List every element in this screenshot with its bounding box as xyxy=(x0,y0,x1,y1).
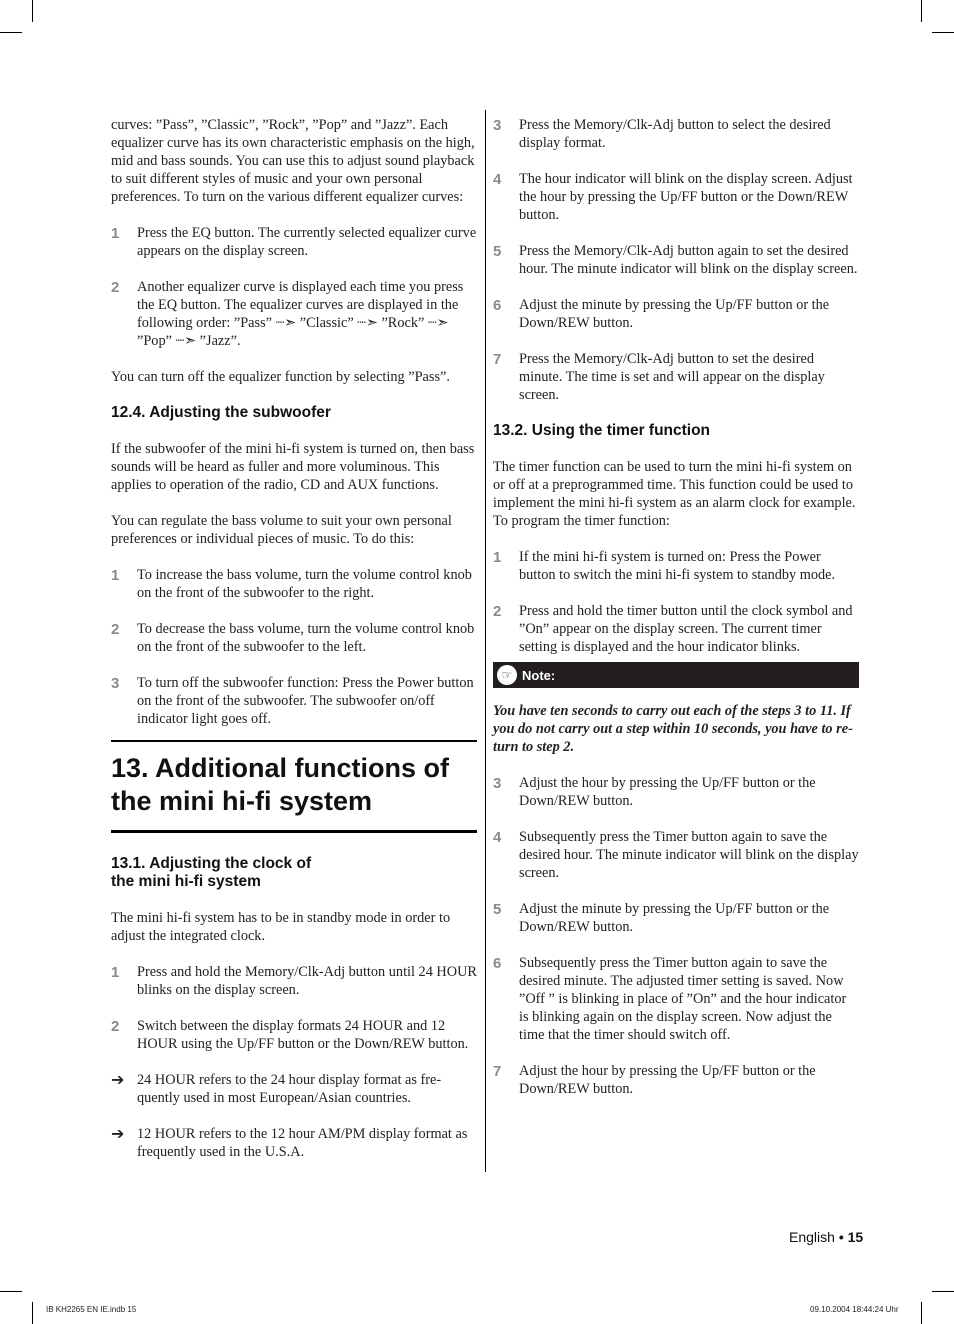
step-text: Subsequently press the Timer button again to save the desired hour. The minute indicator will blink on the display screen. xyxy=(519,829,859,881)
step-number: 6 xyxy=(493,955,502,972)
step-text: Press the EQ button. The currently selected equalizer curve appears on the display screen. xyxy=(137,225,477,259)
clock-paragraph: The mini hi-fi system has to be in standby mode in order to adjust the integrated clock. xyxy=(111,910,451,944)
list-item xyxy=(111,674,477,728)
step-text: To decrease the bass volume, turn the volume control knob on the front of the subwoofer to the left. xyxy=(137,621,475,655)
step-number: 4 xyxy=(493,171,502,188)
step-number: 2 xyxy=(111,621,120,638)
step-text: To turn off the subwoofer function: Press the Power button on the front of the subwoofer. The subwoofer on/off indicator light goes off. xyxy=(137,675,474,727)
column-divider xyxy=(485,110,486,1172)
left-column xyxy=(111,116,477,1179)
step-number: 2 xyxy=(493,603,502,620)
list-item xyxy=(111,224,477,260)
list-item xyxy=(493,828,859,882)
page-footer xyxy=(789,1229,863,1245)
section-heading-clock xyxy=(111,855,477,891)
note-text: You have ten seconds to carry out each of the steps 3 to 11. If you do not carry out a step within 10 seconds, you have to return to step 2. xyxy=(493,703,853,755)
list-item xyxy=(493,296,859,332)
step-number: 5 xyxy=(493,901,502,918)
imprint-date: 09.10.2004 18:44:24 Uhr xyxy=(810,1305,899,1314)
step-number: 2 xyxy=(111,1018,120,1035)
subwoofer-paragraph: You can regulate the bass volume to suit your own personal preferences or individual pieces of music. To do this: xyxy=(111,513,452,547)
page-number: 15 xyxy=(847,1229,864,1245)
timer-paragraph: The timer function can be used to turn the mini hi-fi system on or off at a preprogrammed time. This function could be used to implement the mini hi-fi system as an alarm clock for example. To program the timer function: xyxy=(493,459,856,529)
crop-mark xyxy=(932,1291,954,1292)
list-item xyxy=(493,954,859,1044)
crop-mark xyxy=(0,32,22,33)
footer-language: English xyxy=(789,1229,835,1245)
list-item xyxy=(493,548,859,584)
step-number: 1 xyxy=(111,567,120,584)
list-item xyxy=(493,242,859,278)
crop-mark xyxy=(32,1302,33,1324)
list-item xyxy=(111,1071,477,1107)
footer-bullet: • xyxy=(838,1229,844,1245)
step-text: To increase the bass volume, turn the volume control knob on the front of the subwoofer to the right. xyxy=(137,567,472,601)
subwoofer-paragraph: If the subwoofer of the mini hi-fi system is turned on, then bass sounds will be heard as fuller and more voluminous. This applies to operation of the radio, CD and AUX functions. xyxy=(111,441,475,493)
list-item xyxy=(493,116,859,152)
crop-mark xyxy=(932,32,954,33)
arrow-right-icon: ➔ xyxy=(111,1070,125,1089)
crop-mark xyxy=(32,0,33,22)
list-item xyxy=(493,170,859,224)
step-number: 2 xyxy=(111,279,120,296)
chapter-title-line: the mini hi-fi system xyxy=(111,786,373,816)
step-text: Press the Memory/Clk-Adj button again to set the desired hour. The minute indicator will blink on the display screen. xyxy=(519,243,858,277)
step-text: Press and hold the timer button until the clock symbol and ”On” appear on the display screen. The current timer setting is displayed and the hour indicator blinks. xyxy=(519,603,853,655)
heading-line: the mini hi-fi system xyxy=(111,873,261,890)
heading-line: 13.1. Adjusting the clock of xyxy=(111,855,312,872)
step-text: Adjust the hour by pressing the Up/FF button or the Down/REW button. xyxy=(519,1063,816,1097)
step-number: 1 xyxy=(111,225,120,242)
step-number: 7 xyxy=(493,351,502,368)
list-item xyxy=(111,566,477,602)
list-item xyxy=(493,602,859,656)
step-number: 3 xyxy=(493,775,502,792)
list-item xyxy=(493,350,859,404)
section-heading-timer: 13.2. Using the timer function xyxy=(493,422,711,439)
list-item xyxy=(111,278,477,350)
right-column xyxy=(493,116,859,1116)
note-label: Note: xyxy=(522,667,556,683)
step-text: If the mini hi-fi system is turned on: Press the Power button to switch the mini hi-fi system to standby mode. xyxy=(519,549,836,583)
crop-mark xyxy=(921,0,922,22)
list-item xyxy=(493,900,859,936)
step-text: Subsequently press the Timer button again to save the desired minute. The adjusted timer setting is saved. Now ”Off ” is blinking in place of ”On” and the hour indicator is blinking again on the display screen. Now adjust the time that the timer should switch off. xyxy=(519,955,847,1043)
arrow-right-icon: ➔ xyxy=(111,1124,125,1143)
bullet-text: 12 HOUR refers to the 12 hour AM/PM display format as frequently used in the U.S.A. xyxy=(137,1126,468,1160)
note-banner xyxy=(493,662,859,688)
step-text: Press the Memory/Clk-Adj button to select the desired display format. xyxy=(519,117,831,151)
list-item xyxy=(111,963,477,999)
step-number: 5 xyxy=(493,243,502,260)
step-text: Adjust the hour by pressing the Up/FF button or the Down/REW button. xyxy=(519,775,816,809)
step-text: Press and hold the Memory/Clk-Adj button until 24 HOUR blinks on the display screen. xyxy=(137,964,477,998)
step-text: Adjust the minute by pressing the Up/FF button or the Down/REW button. xyxy=(519,901,830,935)
equalizer-intro: curves: ”Pass”, ”Classic”, ”Rock”, ”Pop” and ”Jazz”. Each equalizer curve has its own characteristic emphasis on the high, mid and bass sounds. You can use this to adjust sound playback to suit different styles of music and your own personal preferences. To turn on the various different equalizer curves: xyxy=(111,117,475,205)
imprint-file: IB KH2265 EN IE.indb 15 xyxy=(46,1305,137,1314)
bullet-text: 24 HOUR refers to the 24 hour display format as frequently used in most European/Asian countries. xyxy=(137,1072,442,1106)
step-number: 7 xyxy=(493,1063,502,1080)
step-text: Press the Memory/Clk-Adj button to set the desired minute. The time is set and will appear on the display screen. xyxy=(519,351,825,403)
list-item xyxy=(111,1125,477,1161)
list-item xyxy=(111,620,477,656)
step-text: Adjust the minute by pressing the Up/FF button or the Down/REW button. xyxy=(519,297,830,331)
step-text: Another equalizer curve is displayed each time you press the EQ button. The equalizer curves are displayed in the following order: ”Pass” ┈➣ ”Classic” ┈➣ ”Rock” ┈➣ ”Pop” ┈➣ ”Jazz”. xyxy=(137,279,464,349)
crop-mark xyxy=(921,1302,922,1324)
step-number: 1 xyxy=(111,964,120,981)
step-number: 1 xyxy=(493,549,502,566)
step-number: 6 xyxy=(493,297,502,314)
list-item xyxy=(493,1062,859,1098)
equalizer-off-note: You can turn off the equalizer function by selecting ”Pass”. xyxy=(111,369,450,385)
step-number: 3 xyxy=(493,117,502,134)
step-number: 4 xyxy=(493,829,502,846)
list-item xyxy=(111,1017,477,1053)
step-number: 3 xyxy=(111,675,120,692)
chapter-heading xyxy=(111,740,477,833)
section-heading-subwoofer: 12.4. Adjusting the subwoofer xyxy=(111,404,331,421)
step-text: The hour indicator will blink on the display screen. Adjust the hour by pressing the Up/FF button or the Down/REW button. xyxy=(519,171,853,223)
list-item xyxy=(493,774,859,810)
step-text: Switch between the display formats 24 HOUR and 12 HOUR using the Up/FF button or the Down/REW button. xyxy=(137,1018,469,1052)
chapter-title-line: 13. Additional functions of xyxy=(111,753,449,783)
pointing-hand-icon: ☞ xyxy=(497,665,517,685)
crop-mark xyxy=(0,1291,22,1292)
chapter-title xyxy=(111,752,477,818)
